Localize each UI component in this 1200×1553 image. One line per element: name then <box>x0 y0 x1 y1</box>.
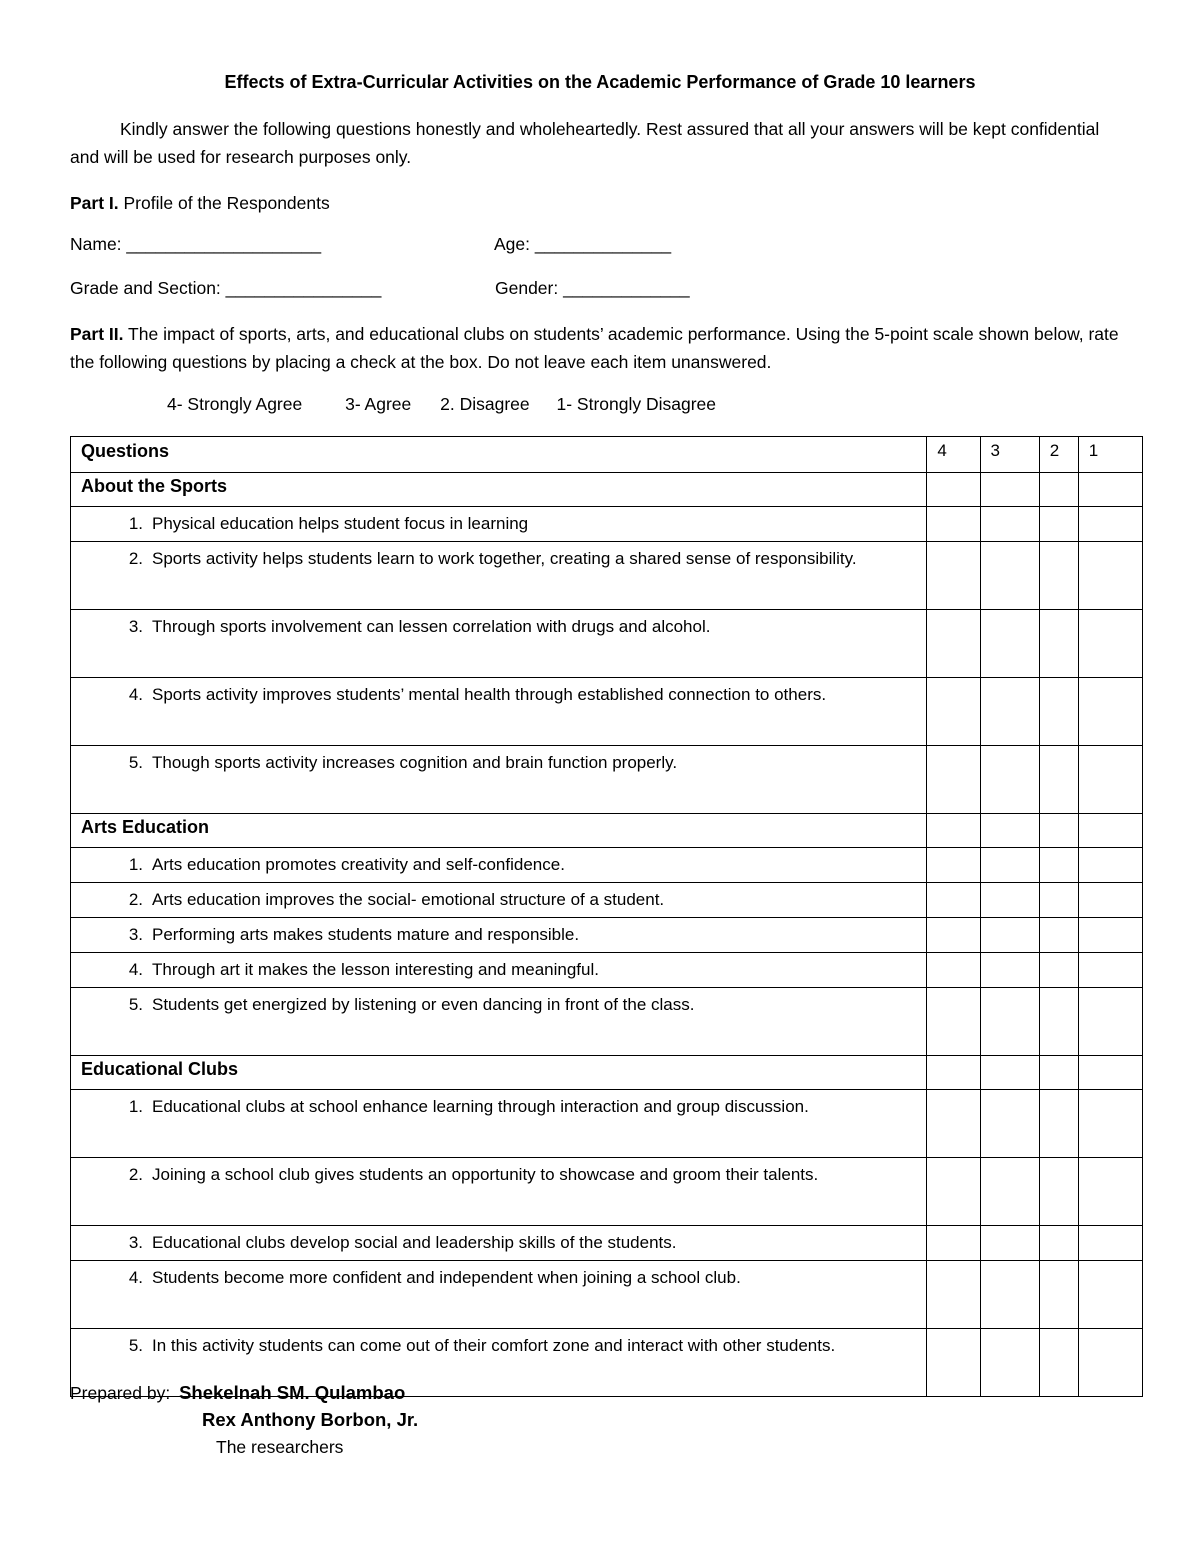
rating-4-cell[interactable] <box>927 988 980 1056</box>
rating-1-cell[interactable] <box>1078 507 1142 542</box>
rating-1-cell[interactable] <box>1078 883 1142 918</box>
question-text: Arts education improves the social- emotional structure of a student. <box>152 890 665 909</box>
question-cell <box>71 1090 927 1158</box>
table-row <box>71 953 1143 988</box>
checkbox-cell <box>1039 1056 1078 1090</box>
item-number: 5. <box>128 1336 143 1355</box>
rating-1-cell[interactable] <box>1078 678 1142 746</box>
section-title-sports: About the Sports <box>71 473 927 507</box>
score-header-1: 1 <box>1078 437 1142 473</box>
scale-1: 1- Strongly Disagree <box>556 394 717 414</box>
item-number: 5. <box>128 753 143 772</box>
question-text: Through sports involvement can lessen correlation with drugs and alcohol. <box>152 617 711 636</box>
checkbox-cell <box>927 473 980 507</box>
rating-3-cell[interactable] <box>980 507 1039 542</box>
checkbox-cell <box>980 1056 1039 1090</box>
item-number: 3. <box>128 1233 143 1252</box>
score-header-2: 2 <box>1039 437 1078 473</box>
rating-4-cell[interactable] <box>927 883 980 918</box>
rating-3-cell[interactable] <box>980 918 1039 953</box>
rating-2-cell[interactable] <box>1039 610 1078 678</box>
questions-header: Questions <box>71 437 927 473</box>
question-text: Arts education promotes creativity and self-confidence. <box>152 855 565 874</box>
question-text: Educational clubs develop social and leadership skills of the students. <box>152 1233 677 1252</box>
checkbox-cell <box>927 1056 980 1090</box>
rating-3-cell[interactable] <box>980 542 1039 610</box>
table-row <box>71 1090 1143 1158</box>
checkbox-cell <box>980 814 1039 848</box>
part1-text: Profile of the Respondents <box>118 193 330 213</box>
rating-2-cell[interactable] <box>1039 883 1078 918</box>
question-text: Sports activity improves students’ mental health through established connection to others. <box>152 685 827 704</box>
rating-4-cell[interactable] <box>927 848 980 883</box>
rating-2-cell[interactable] <box>1039 988 1078 1056</box>
question-cell <box>71 542 927 610</box>
table-row <box>71 883 1143 918</box>
scale-2: 2. Disagree <box>440 394 530 414</box>
rating-3-cell[interactable] <box>980 1158 1039 1226</box>
rating-4-cell[interactable] <box>927 918 980 953</box>
scale-4: 4- Strongly Agree <box>167 394 303 414</box>
rating-4-cell[interactable] <box>927 507 980 542</box>
rating-3-cell[interactable] <box>980 848 1039 883</box>
question-cell <box>71 678 927 746</box>
checkbox-cell <box>1039 814 1078 848</box>
rating-2-cell[interactable] <box>1039 1090 1078 1158</box>
section-title-arts: Arts Education <box>71 814 927 848</box>
document-title: Effects of Extra-Curricular Activities on the Academic Performance of Grade 10 learners <box>224 72 976 92</box>
question-cell <box>71 1261 927 1329</box>
question-cell <box>71 746 927 814</box>
rating-1-cell[interactable] <box>1078 988 1142 1056</box>
question-cell <box>71 1158 927 1226</box>
rating-2-cell[interactable] <box>1039 507 1078 542</box>
rating-1-cell[interactable] <box>1078 1090 1142 1158</box>
item-number: 4. <box>128 960 143 979</box>
rating-4-cell[interactable] <box>927 678 980 746</box>
table-row <box>71 918 1143 953</box>
rating-1-cell[interactable] <box>1078 953 1142 988</box>
prepared-by <box>70 1382 405 1404</box>
rating-3-cell[interactable] <box>980 1329 1039 1397</box>
rating-3-cell[interactable] <box>980 1090 1039 1158</box>
question-cell <box>71 610 927 678</box>
rating-1-cell[interactable] <box>1078 1261 1142 1329</box>
item-number: 2. <box>128 890 143 909</box>
item-number: 4. <box>128 685 143 704</box>
rating-2-cell[interactable] <box>1039 1261 1078 1329</box>
rating-3-cell[interactable] <box>980 1261 1039 1329</box>
question-text: Joining a school club gives students an opportunity to showcase and groom their talents. <box>152 1165 819 1184</box>
question-text: Sports activity helps students learn to work together, creating a shared sense of responsibility. <box>152 549 857 568</box>
table-header-row <box>71 437 1143 473</box>
table-row <box>71 1158 1143 1226</box>
rating-1-cell[interactable] <box>1078 848 1142 883</box>
rating-1-cell[interactable] <box>1078 918 1142 953</box>
rating-4-cell[interactable] <box>927 953 980 988</box>
section-row <box>71 1056 1143 1090</box>
rating-1-cell[interactable] <box>1078 542 1142 610</box>
rating-3-cell[interactable] <box>980 746 1039 814</box>
question-text: In this activity students can come out of their comfort zone and interact with other students. <box>152 1336 836 1355</box>
table-row <box>71 1261 1143 1329</box>
section-row <box>71 473 1143 507</box>
table-row <box>71 988 1143 1056</box>
question-cell <box>71 988 927 1056</box>
item-number: 1. <box>128 514 143 533</box>
score-header-3: 3 <box>980 437 1039 473</box>
question-cell <box>71 848 927 883</box>
rating-2-cell[interactable] <box>1039 542 1078 610</box>
table-row <box>71 1226 1143 1261</box>
item-number: 5. <box>128 995 143 1014</box>
checkbox-cell <box>1078 814 1142 848</box>
rating-3-cell[interactable] <box>980 1226 1039 1261</box>
rating-2-cell[interactable] <box>1039 746 1078 814</box>
rating-4-cell[interactable] <box>927 1329 980 1397</box>
part2-text: The impact of sports, arts, and educational clubs on students’ academic performance. Using the 5-point scale shown below, rate the following questions by placing a check at the box. Do not leave each item unanswered. <box>70 324 1119 372</box>
rating-2-cell[interactable] <box>1039 678 1078 746</box>
name-field[interactable]: Name: ____________________ <box>70 234 322 254</box>
rating-1-cell[interactable] <box>1078 610 1142 678</box>
question-text: Through art it makes the lesson interesting and meaningful. <box>152 960 599 979</box>
rating-3-cell[interactable] <box>980 953 1039 988</box>
question-text: Physical education helps student focus in learning <box>152 514 529 533</box>
item-number: 1. <box>128 1097 143 1116</box>
rating-2-cell[interactable] <box>1039 848 1078 883</box>
rating-1-cell[interactable] <box>1078 1226 1142 1261</box>
checkbox-cell <box>1039 473 1078 507</box>
researcher-name-1: Shekelnah SM. Qulambao <box>179 1382 406 1403</box>
question-cell <box>71 953 927 988</box>
table-row <box>71 848 1143 883</box>
rating-2-cell[interactable] <box>1039 1329 1078 1397</box>
part1-heading <box>70 189 1132 217</box>
item-number: 2. <box>128 1165 143 1184</box>
rating-1-cell[interactable] <box>1078 1158 1142 1226</box>
rating-3-cell[interactable] <box>980 610 1039 678</box>
question-cell <box>71 918 927 953</box>
researcher-name-2: Rex Anthony Borbon, Jr. <box>202 1409 419 1430</box>
rating-4-cell[interactable] <box>927 542 980 610</box>
checkbox-cell <box>1078 473 1142 507</box>
score-header-4: 4 <box>927 437 980 473</box>
item-number: 4. <box>128 1268 143 1287</box>
gender-field[interactable]: Gender: _____________ <box>495 278 690 298</box>
survey-table <box>70 436 1143 1397</box>
table-row <box>71 610 1143 678</box>
rating-1-cell[interactable] <box>1078 746 1142 814</box>
question-text: Educational clubs at school enhance learning through interaction and group discussion. <box>152 1097 809 1116</box>
item-number: 3. <box>128 925 143 944</box>
item-number: 1. <box>128 855 143 874</box>
rating-4-cell[interactable] <box>927 746 980 814</box>
rating-3-cell[interactable] <box>980 988 1039 1056</box>
rating-4-cell[interactable] <box>927 1090 980 1158</box>
item-number: 3. <box>128 617 143 636</box>
question-cell <box>71 883 927 918</box>
part2-label: Part II. <box>70 324 124 344</box>
table-row <box>71 542 1143 610</box>
grade-section-field[interactable]: Grade and Section: ________________ <box>70 278 382 298</box>
rating-4-cell[interactable] <box>927 1158 980 1226</box>
checkbox-cell <box>980 473 1039 507</box>
rating-4-cell[interactable] <box>927 1226 980 1261</box>
table-row <box>71 507 1143 542</box>
question-text: Students become more confident and independent when joining a school club. <box>152 1268 741 1287</box>
table-row <box>71 746 1143 814</box>
rating-2-cell[interactable] <box>1039 1226 1078 1261</box>
part1-label: Part I. <box>70 193 119 213</box>
part2-instructions <box>70 320 1132 376</box>
section-row <box>71 814 1143 848</box>
rating-2-cell[interactable] <box>1039 1158 1078 1226</box>
checkbox-cell <box>927 814 980 848</box>
rating-1-cell[interactable] <box>1078 1329 1142 1397</box>
researchers-role: The researchers <box>216 1437 344 1457</box>
intro-paragraph: Kindly answer the following questions honestly and wholeheartedly. Rest assured that all your answers will be kept confidential and will be used for research purposes only. <box>70 119 1100 167</box>
question-text: Though sports activity increases cognition and brain function properly. <box>152 753 678 772</box>
rating-3-cell[interactable] <box>980 883 1039 918</box>
section-title-clubs: Educational Clubs <box>71 1056 927 1090</box>
checkbox-cell <box>1078 1056 1142 1090</box>
age-field[interactable]: Age: ______________ <box>494 234 672 254</box>
rating-3-cell[interactable] <box>980 678 1039 746</box>
question-text: Students get energized by listening or even dancing in front of the class. <box>152 995 695 1014</box>
rating-4-cell[interactable] <box>927 610 980 678</box>
rating-2-cell[interactable] <box>1039 918 1078 953</box>
rating-4-cell[interactable] <box>927 1261 980 1329</box>
rating-scale-legend <box>167 394 754 415</box>
item-number: 2. <box>128 549 143 568</box>
question-cell <box>71 1226 927 1261</box>
question-text: Performing arts makes students mature and responsible. <box>152 925 580 944</box>
rating-2-cell[interactable] <box>1039 953 1078 988</box>
table-row <box>71 678 1143 746</box>
prepared-by-label: Prepared by: <box>70 1383 171 1403</box>
scale-3: 3- Agree <box>345 394 412 414</box>
question-cell <box>71 507 927 542</box>
